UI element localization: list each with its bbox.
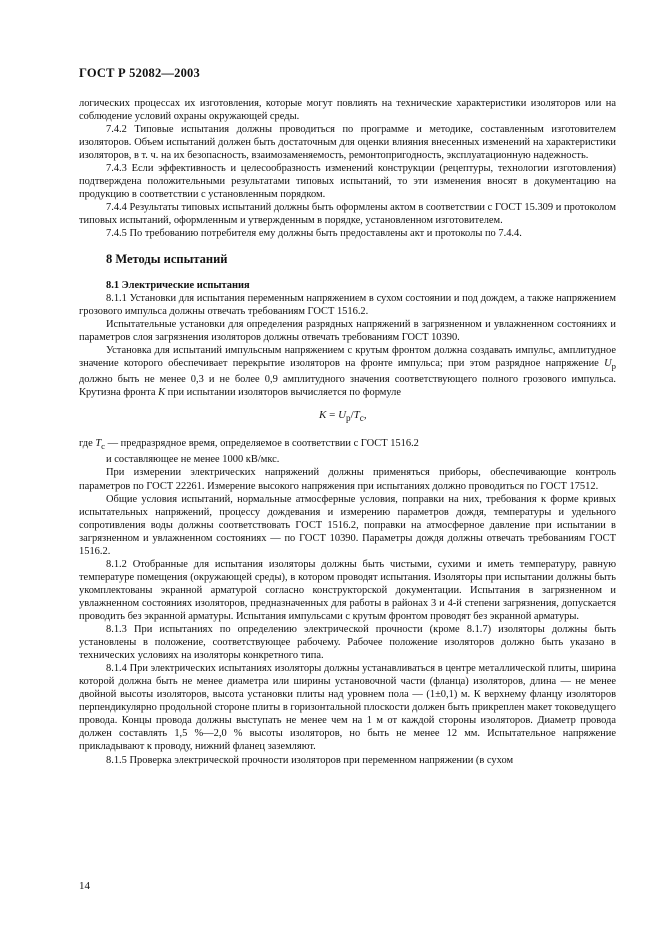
paragraph-8-1-1: 8.1.1 Установки для испытания переменным напряжением в сухом состоянии и под дождем, а также напряжением грозового импульса должны отвечать требованиям ГОСТ 1516.2. <box>79 292 616 317</box>
text-run: при испытании изоляторов вычисляется по формуле <box>165 387 401 399</box>
formula-u-sub: р <box>346 413 351 424</box>
paragraph-measurement: При измерении электрических напряжений должны применяться приборы, обеспечивающие контроль параметров по ГОСТ 22261. Измерение высокого напряжения при испытаниях должно проводиться по ГОСТ 17512. <box>79 467 616 492</box>
formula-u: U <box>338 409 347 422</box>
where-prefix: где <box>79 438 96 450</box>
page-number: 14 <box>79 880 90 892</box>
paragraph-8-1-3: 8.1.3 При испытаниях по определению электрической прочности (кроме 8.1.7) изоляторы должны быть установлены в положение, соответствующее рабочему. Рабочее положение изоляторов должно быть указано в технических условиях на изоляторы конкретного типа. <box>79 624 616 662</box>
document-body <box>79 97 616 767</box>
where-line <box>79 437 616 453</box>
formula <box>79 409 616 425</box>
subscript: р <box>611 360 616 371</box>
where-subscript: c <box>101 441 105 452</box>
paragraph-8-1-4: 8.1.4 При электрических испытаниях изоляторы должны устанавливаться в центре металлической плиты, ширина которой должна быть не менее диаметра или ширины установочной части (фланца) изоляторов, длина — не менее двойной высоты изоляторов, высота установки плиты над уровнем пола — (1±0,1) м. К верхнему фланцу изоляторов перпендикулярно продольной стороне плиты в горизонтальной плоскости должен быть прикреплен макет токоведущего провода. Концы провода должны выступать не менее чем на 1 м от каждой стороны изоляторов. Диаметр провода должен составлять 1,5 %—2,0 % высоты изоляторов, но быть не менее 12 мм. Испытательное напряжение прикладывают к проводу, нижний фланец заземляют. <box>79 663 616 753</box>
paragraph-7-4-4: 7.4.4 Результаты типовых испытаний должны быть оформлены актом в соответствии с ГОСТ 15.309 и протоколом типовых испытаний, оформленным и утвержденным в порядке, установленном изготовителем. <box>79 202 616 227</box>
paragraph: логических процессах их изготовления, которые могут повлиять на технические характеристики изоляторов или на соблюдение условий охраны окружающей среды. <box>79 98 616 123</box>
where-variable: T <box>95 438 102 450</box>
formula-slash: / <box>350 409 354 422</box>
variable-u: U <box>604 357 612 369</box>
paragraph-8-1-2: 8.1.2 Отобранные для испытания изоляторы должны быть чистыми, сухими и иметь температуру, равную температуре помещения (окружающей среды), в котором проводят испытания. Изоляторы при испытании должны быть укомплектованы экранной арматурой согласно конструкторской документации. Испытания в загрязненном и увлажненном состояниях изоляторов, предназначенных для работы в районах 3 и 4-й степени загрязнения, допускается проводить без экранной арматуры. Испытания импульсами с крутым фронтом проводят без экранной арматуры. <box>79 558 616 622</box>
formula-t: T <box>353 409 360 422</box>
text-run: должно быть не менее 0,3 и не более 0,9 амплитудного значения соответствующего полного грозового импульса. Крутизна фронта <box>79 373 616 399</box>
paragraph-test-setups: Испытательные установки для определения разрядных напряжений в загрязненном и увлажненном состояниях и параметров слоя загрязнения изоляторов должны отвечать требованиям ГОСТ 10390. <box>79 318 616 343</box>
formula-end: , <box>363 409 367 422</box>
paragraph-7-4-5: 7.4.5 По требованию потребителя ему должны быть предоставлены акт и протоколы по 7.4.4. <box>106 228 522 240</box>
document-header: ГОСТ Р 52082—2003 <box>79 66 200 80</box>
paragraph-8-1-5: 8.1.5 Проверка электрической прочности изоляторов при переменном напряжении (в сухом <box>106 754 514 766</box>
paragraph-impulse-setup <box>79 344 616 399</box>
paragraph-7-4-3: 7.4.3 Если эффективность и целесообразность изменений конструкции (рецептуры, технологии изготовления) подтверждена положительными результатами типовых испытаний, то эти изменения вносят в документацию на продукцию в соответствии с установленным порядком. <box>79 163 616 201</box>
paragraph-7-4-2: 7.4.2 Типовые испытания должны проводиться по программе и методике, составленным изготовителем изоляторов. Объем испытаний должен быть достаточным для оценки влияния внесенных изменений на характеристики изоляторов, в т. ч. на их безопасность, взаимозаменяемость, ремонтопригодность, эксплуатационную надежность. <box>79 124 616 162</box>
formula-lhs: K <box>319 409 327 422</box>
text-run: Установка для испытаний импульсным напряжением с крутым фронтом должна создавать импульс, амплитудное значение которого обеспечивает перекрытие изоляторов на фронте импульса; при этом разрядное напряжение <box>79 344 616 369</box>
where-line-2: и составляющее не менее 1000 кВ/мкс. <box>106 454 280 466</box>
formula-eq: = <box>326 409 339 422</box>
subsection-title: 8.1 Электрические испытания <box>106 279 250 291</box>
variable-k: K <box>158 387 166 399</box>
section-title: 8 Методы испытаний <box>106 251 228 266</box>
paragraph-general-conditions: Общие условия испытаний, нормальные атмосферные условия, поправки на них, требования к форме кривых испытательных напряжений, процессу дождевания и измерению параметров дождя, температуры и удельного сопротивления воды должны соответствовать ГОСТ 1516.2, поправки на атмосферное давление при испытании в загрязненном и увлажненном состояниях — по ГОСТ 10390. Параметры дождя должны отвечать требованиям ГОСТ 1516.2. <box>79 493 616 557</box>
where-text: — предразрядное время, определяемое в соответствии с ГОСТ 1516.2 <box>105 438 419 450</box>
formula-t-sub: c <box>359 413 364 424</box>
